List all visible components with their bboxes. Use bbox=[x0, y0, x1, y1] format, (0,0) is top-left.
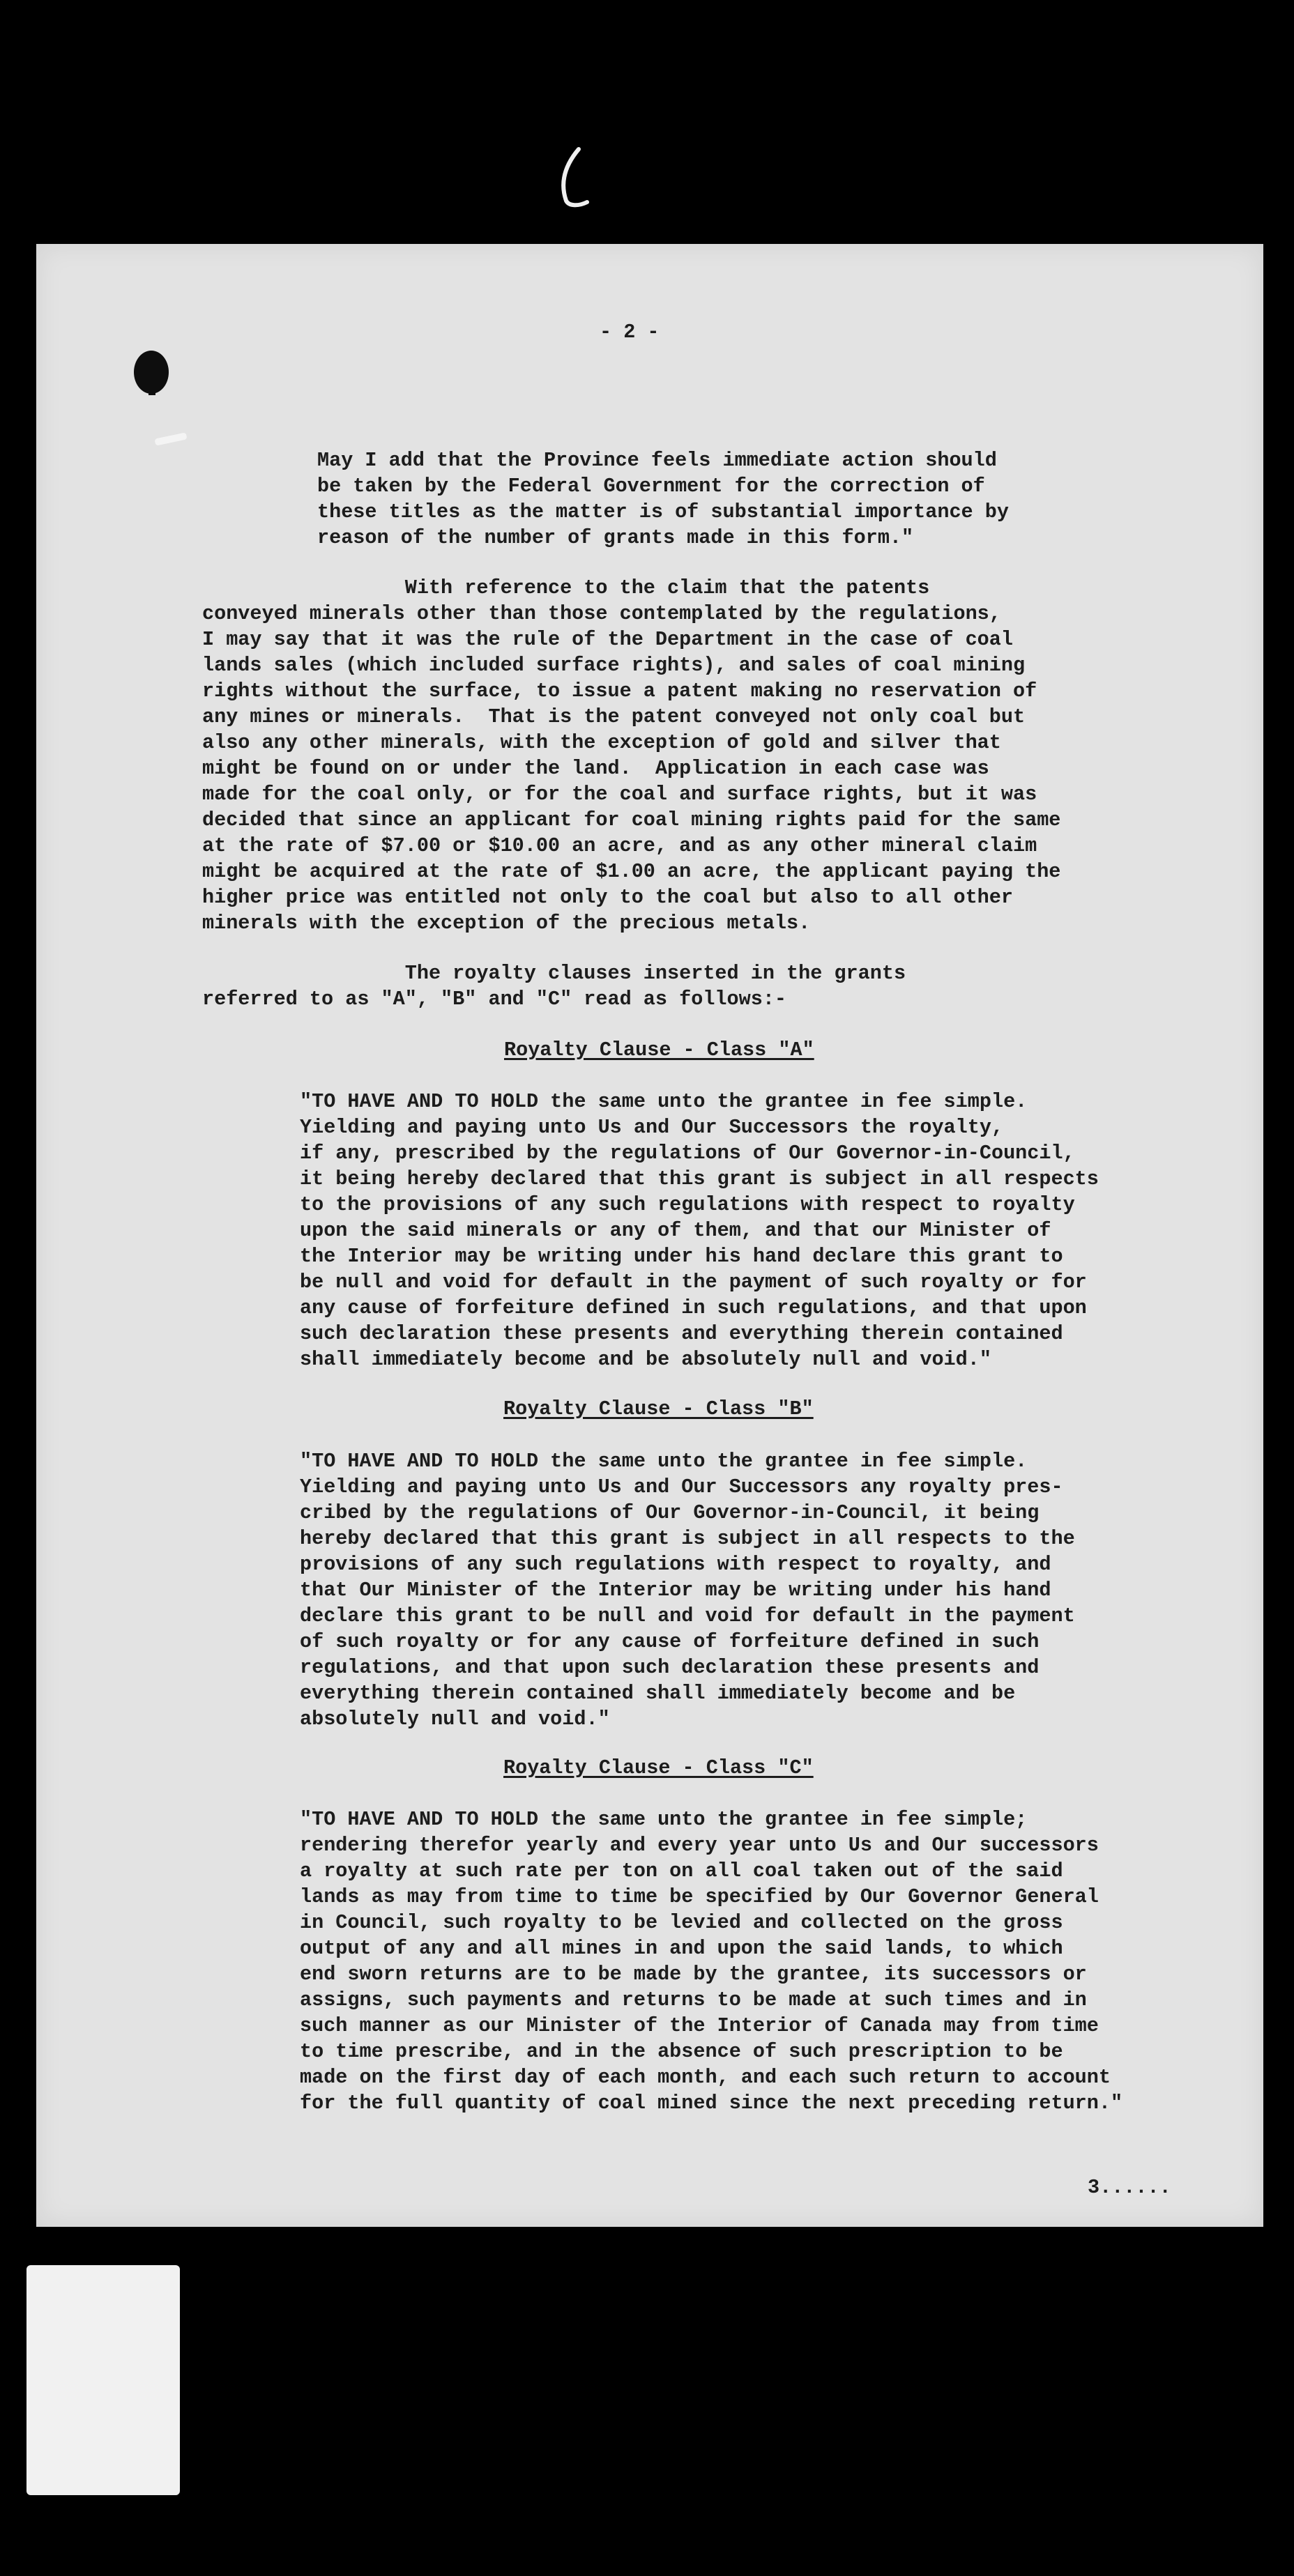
heading-royalty-clause-a: Royalty Clause - Class "A" bbox=[504, 1038, 814, 1061]
heading-royalty-clause-c: Royalty Clause - Class "C" bbox=[503, 1756, 814, 1779]
clause-c-text: "TO HAVE AND TO HOLD the same unto the grantee in fee simple; rendering therefor yearly and every year unto Us and Our successors a royalty at such rate per ton on all coal taken out of the said lands as may from time to time be specified by Our Governor General in Council, such royalty to be levied and collected on the gross output of any and all mines in and upon the said lands, to which end sworn returns are to be made by the grantee, its successors or assigns, such payments and returns to be made at such times and in such manner as our Minister of the Interior of Canada may from time to time prescribe, and in the absence of such prescription to be made on the first day of each month, and each such return to account for the full quantity of coal mined since the next preceding return." bbox=[300, 1808, 1123, 2115]
paragraph-royalty-intro: The royalty clauses inserted in the grants referred to as "A", "B" and "C" read as follows:- bbox=[202, 962, 906, 1011]
paragraph-quote-end: May I add that the Province feels immediate action should be taken by the Federal Government for the correction of these titles as the matter is of substantial importance by reason of the number of grants made in this form." bbox=[317, 449, 1009, 549]
punch-hole-tail bbox=[149, 387, 155, 395]
page-number: - 2 - bbox=[600, 321, 660, 344]
paragraph-patents: With reference to the claim that the patents conveyed minerals other than those contemplated by the regulations, I may say that it was the rule of the Department in the case of coal lands sales (which included surface rights), and sales of coal mining rights without the surface, to issue a patent making no reservation of any mines or minerals. That is the patent conveyed not only coal but also any other minerals, with the exception of gold and silver that might be found on or under the land. Application in each case was made for the coal only, or for the coal and surface rights, but it was decided that since an applicant for coal mining rights paid for the same at the rate of $7.00 or $10.00 an acre, and as any other mineral claim might be acquired at the rate of $1.00 an acre, the applicant paying the higher price was entitled not only to the coal but also to all other minerals with the exception of the precious metals. bbox=[202, 576, 1061, 935]
continuation-marker: 3...... bbox=[1088, 2176, 1171, 2199]
heading-royalty-clause-b: Royalty Clause - Class "B" bbox=[503, 1397, 814, 1420]
clause-a-text: "TO HAVE AND TO HOLD the same unto the grantee in fee simple. Yielding and paying unto Us and Our Successors the royalty, if any, prescribed by the regulations of Our Governor-in-Council, it being hereby declared that this grant is subject in all respects to the provisions of any such regulations with respect to royalty upon the said minerals or any of them, and that our Minister of the Interior may be writing under his hand declare this grant to be null and void for default in the payment of such royalty or for any cause of forfeiture defined in such regulations, and that upon such declaration these presents and everything therein contained shall immediately become and be absolutely null and void." bbox=[300, 1090, 1099, 1371]
clause-b-text: "TO HAVE AND TO HOLD the same unto the grantee in fee simple. Yielding and paying unto Us and Our Successors any royalty pres- cribed by the regulations of Our Governor-in-Council, it being hereby declared that this grant is subject in all respects to the provisions of any such regulations with respect to royalty, and that Our Minister of the Interior may be writing under his hand declare this grant to be null and void for default in the payment of such royalty or for any cause of forfeiture defined in such regulations, and that upon such declaration these presents and everything therein contained shall immediately become and be absolutely null and void." bbox=[300, 1450, 1075, 1731]
handwritten-mark bbox=[558, 146, 590, 209]
film-corner-tab bbox=[26, 2265, 180, 2495]
